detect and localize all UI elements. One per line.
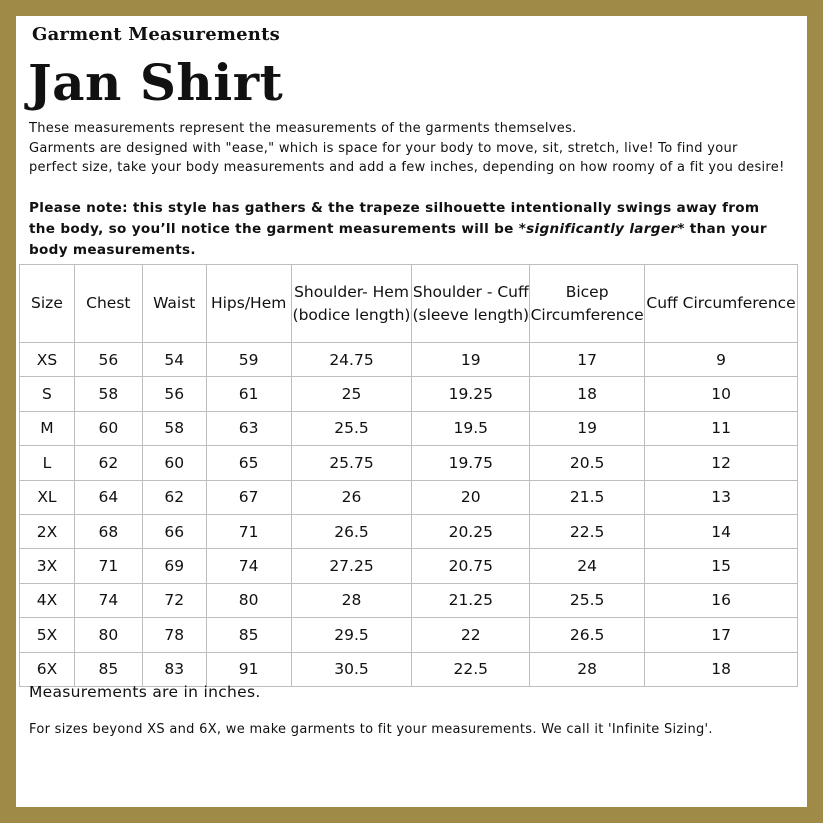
table-cell: 71 [74, 549, 142, 583]
table-cell: 20.75 [412, 549, 530, 583]
table-cell: 71 [206, 514, 291, 548]
infinite-sizing-note: For sizes beyond XS and 6X, we make garments to fit your measurements. We call it 'Infinite Sizing'. [29, 722, 713, 737]
table-row [20, 652, 798, 686]
table-cell: 54 [142, 343, 206, 377]
table-cell: 65 [206, 446, 291, 480]
table-cell: 12 [645, 446, 798, 480]
table-cell: 26 [291, 480, 412, 514]
column-header-size: Size [20, 265, 75, 343]
table-cell: 56 [142, 377, 206, 411]
table-body [20, 343, 798, 687]
table-cell: 61 [206, 377, 291, 411]
table-cell: 16 [645, 583, 798, 617]
table-cell: 19 [530, 411, 645, 445]
column-header-bodice-length: Shoulder- Hem (bodice length) [291, 265, 412, 343]
table-cell: 56 [74, 343, 142, 377]
table-cell: 17 [530, 343, 645, 377]
table-cell: 24.75 [291, 343, 412, 377]
table-cell: 28 [291, 583, 412, 617]
fit-note-start: Please note: this style has gathers & the trapeze silhouette intentionally swings away from the body, so you’ll notice the garment measurements will be [29, 200, 760, 237]
table-cell: 74 [74, 583, 142, 617]
table-cell: 25 [291, 377, 412, 411]
table-cell: 62 [74, 446, 142, 480]
table-row [20, 618, 798, 652]
table-cell: 58 [142, 411, 206, 445]
table-row [20, 480, 798, 514]
table-cell: 80 [74, 618, 142, 652]
intro-line-1: These measurements represent the measurements of the garments themselves. [29, 121, 577, 136]
table-cell: 18 [530, 377, 645, 411]
table-cell: M [20, 411, 75, 445]
table-cell: L [20, 446, 75, 480]
table-cell: 11 [645, 411, 798, 445]
table-cell: 26.5 [530, 618, 645, 652]
table-cell: 13 [645, 480, 798, 514]
table-cell: 14 [645, 514, 798, 548]
table-cell: 63 [206, 411, 291, 445]
table-cell: 22.5 [412, 652, 530, 686]
table-cell: 58 [74, 377, 142, 411]
table-cell: 19.25 [412, 377, 530, 411]
table-header-row [20, 265, 798, 343]
table-cell: 18 [645, 652, 798, 686]
table-cell: 78 [142, 618, 206, 652]
table-cell: 91 [206, 652, 291, 686]
column-header-bicep: Bicep Circumference [530, 265, 645, 343]
table-cell: 28 [530, 652, 645, 686]
table-cell: 20 [412, 480, 530, 514]
table-cell: 10 [645, 377, 798, 411]
column-header-cuff: Cuff Circumference [645, 265, 798, 343]
fit-note [29, 198, 789, 261]
table-cell: 19.5 [412, 411, 530, 445]
table-row [20, 411, 798, 445]
table-cell: 3X [20, 549, 75, 583]
table-cell: 25.5 [530, 583, 645, 617]
table-cell: 80 [206, 583, 291, 617]
page-title: Jan Shirt [28, 53, 284, 112]
units-note: Measurements are in inches. [29, 683, 261, 701]
column-header-chest: Chest [74, 265, 142, 343]
table-row [20, 514, 798, 548]
column-header-sleeve-length: Shoulder - Cuff (sleeve length) [412, 265, 530, 343]
table-cell: 60 [142, 446, 206, 480]
table-cell: 24 [530, 549, 645, 583]
table-cell: 17 [645, 618, 798, 652]
table-cell: 59 [206, 343, 291, 377]
table-cell: 29.5 [291, 618, 412, 652]
column-header-hips-hem: Hips/Hem [206, 265, 291, 343]
table-cell: 19 [412, 343, 530, 377]
table-cell: 6X [20, 652, 75, 686]
table-cell: 26.5 [291, 514, 412, 548]
table-row [20, 549, 798, 583]
table-cell: XL [20, 480, 75, 514]
table-cell: 67 [206, 480, 291, 514]
table-cell: 25.5 [291, 411, 412, 445]
table-cell: 74 [206, 549, 291, 583]
table-cell: 60 [74, 411, 142, 445]
size-chart-card [16, 16, 807, 807]
table-cell: S [20, 377, 75, 411]
table-cell: 4X [20, 583, 75, 617]
table-cell: 25.75 [291, 446, 412, 480]
table-cell: 69 [142, 549, 206, 583]
table-row [20, 446, 798, 480]
table-cell: 20.5 [530, 446, 645, 480]
table-cell: 9 [645, 343, 798, 377]
table-cell: 30.5 [291, 652, 412, 686]
eyebrow-heading: Garment Measurements [32, 24, 280, 45]
table-cell: XS [20, 343, 75, 377]
fit-note-end: than your body measurements. [29, 221, 767, 258]
table-cell: 21.25 [412, 583, 530, 617]
table-cell: 5X [20, 618, 75, 652]
measurement-table [19, 264, 798, 687]
fit-note-emphasis: *significantly larger* [518, 221, 685, 237]
table-cell: 2X [20, 514, 75, 548]
table-cell: 85 [74, 652, 142, 686]
table-cell: 22.5 [530, 514, 645, 548]
table-cell: 20.25 [412, 514, 530, 548]
table-cell: 15 [645, 549, 798, 583]
column-header-waist: Waist [142, 265, 206, 343]
table-cell: 62 [142, 480, 206, 514]
intro-text [29, 119, 789, 178]
table-cell: 64 [74, 480, 142, 514]
table-cell: 19.75 [412, 446, 530, 480]
table-cell: 85 [206, 618, 291, 652]
table-cell: 66 [142, 514, 206, 548]
table-row [20, 377, 798, 411]
table-cell: 72 [142, 583, 206, 617]
table-cell: 21.5 [530, 480, 645, 514]
table-row [20, 343, 798, 377]
table-cell: 83 [142, 652, 206, 686]
table-cell: 27.25 [291, 549, 412, 583]
table-cell: 22 [412, 618, 530, 652]
table-cell: 68 [74, 514, 142, 548]
intro-line-2: Garments are designed with "ease," which is space for your body to move, sit, stretch, live! To find your perfect size, take your body measurements and add a few inches, depending on how roomy of a fit you desire! [29, 140, 785, 175]
table-row [20, 583, 798, 617]
